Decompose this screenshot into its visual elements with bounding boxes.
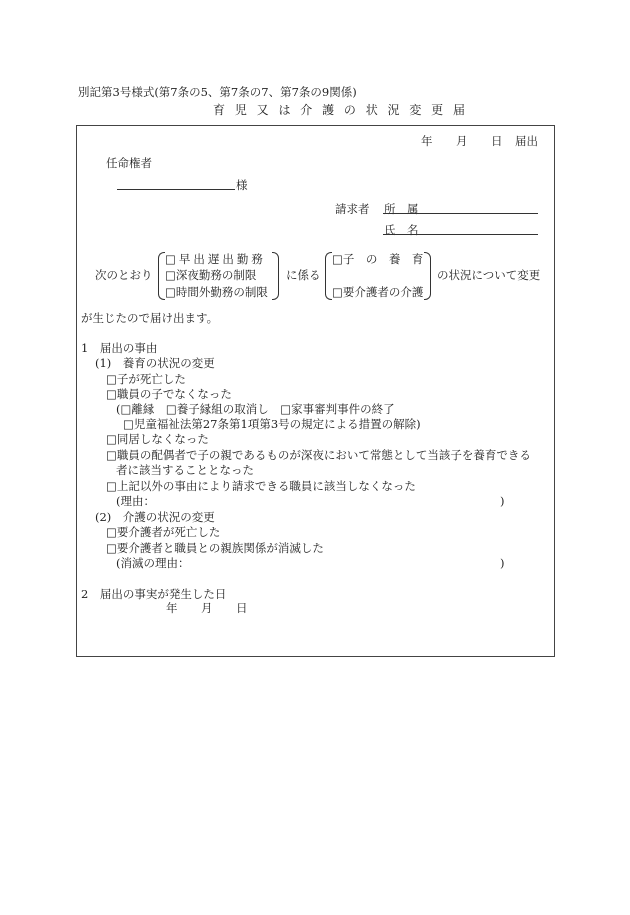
addressee-name-line[interactable] [117, 189, 235, 190]
subject-suffix: の状況について変更 [437, 268, 541, 282]
item-no-longer-child[interactable]: □職員の子でなくなった [106, 387, 232, 401]
affiliation-field[interactable] [383, 213, 538, 214]
section1-sub1-heading: (1) 養育の状況の変更 [95, 356, 215, 370]
section2-year: 年 [166, 601, 178, 615]
option-child-care[interactable]: □子 の 養 育 [332, 252, 424, 266]
section1-heading: 1 届出の事由 [81, 341, 158, 355]
left-bracket-close [272, 252, 279, 300]
affiliation-label: 所 属 [384, 202, 419, 216]
extinction-reason-close: ) [500, 556, 505, 570]
item-other-reason[interactable]: □上記以外の事由により請求できる職員に該当しなくなった [106, 479, 416, 493]
section2-month: 月 [201, 601, 213, 615]
left-bracket-open [158, 252, 165, 300]
section2-heading: 2 届出の事実が発生した日 [81, 587, 227, 601]
item-spouse-can-care-cont: 者に該当することとなった [116, 463, 254, 477]
right-bracket-open [325, 252, 332, 300]
name-field[interactable] [383, 234, 538, 235]
item-family-relation-ended[interactable]: □要介護者と職員との親族関係が消滅した [106, 541, 324, 555]
name-label: 氏 名 [384, 223, 419, 237]
option-night-work-limit[interactable]: □深夜勤務の制限 [165, 268, 257, 282]
item-spouse-can-care[interactable]: □職員の配偶者で子の親であるものが深夜において常態として当該子を養育できる [106, 448, 531, 462]
item-not-living-together[interactable]: □同居しなくなった [106, 432, 209, 446]
option-family-care[interactable]: □要介護者の介護 [332, 285, 424, 299]
subject-middle: に係る [286, 268, 321, 282]
option-overtime-limit[interactable]: □時間外勤務の制限 [165, 285, 268, 299]
section2-day: 日 [236, 601, 248, 615]
option-early-late-shift[interactable]: □早出遅出勤務 [165, 252, 266, 266]
page-title: 育 児 又 は 介 護 の 状 況 変 更 届 [213, 103, 468, 117]
date-suffix: 届出 [515, 134, 538, 148]
requester-label: 請求者 [335, 202, 370, 216]
addressee-label: 任命権者 [106, 156, 152, 170]
reason-label: (理由： [116, 494, 155, 508]
date-month: 月 [456, 134, 468, 148]
reason-close: ) [500, 494, 505, 508]
right-bracket-close [424, 252, 431, 300]
form-reference: 別記第3号様式(第7条の5、第7条の7、第7条の9関係) [78, 85, 357, 99]
section1-sub2-heading: (2) 介護の状況の変更 [95, 510, 215, 524]
item-detail-adoption[interactable]: (□離縁 □養子縁組の取消し □家事審判事件の終了 [116, 402, 395, 416]
addressee-honorific: 様 [236, 178, 248, 192]
subject-continuation: が生じたので届け出ます。 [81, 311, 219, 325]
extinction-reason-label: (消滅の理由： [116, 556, 190, 570]
subject-prefix: 次のとおり [95, 268, 153, 282]
date-year: 年 [421, 134, 433, 148]
item-care-recipient-died[interactable]: □要介護者が死亡した [106, 525, 221, 539]
date-day: 日 [491, 134, 503, 148]
item-detail-welfare-act[interactable]: □児童福祉法第27条第1項第3号の規定による措置の解除) [123, 417, 421, 431]
item-child-died[interactable]: □子が死亡した [106, 372, 186, 386]
